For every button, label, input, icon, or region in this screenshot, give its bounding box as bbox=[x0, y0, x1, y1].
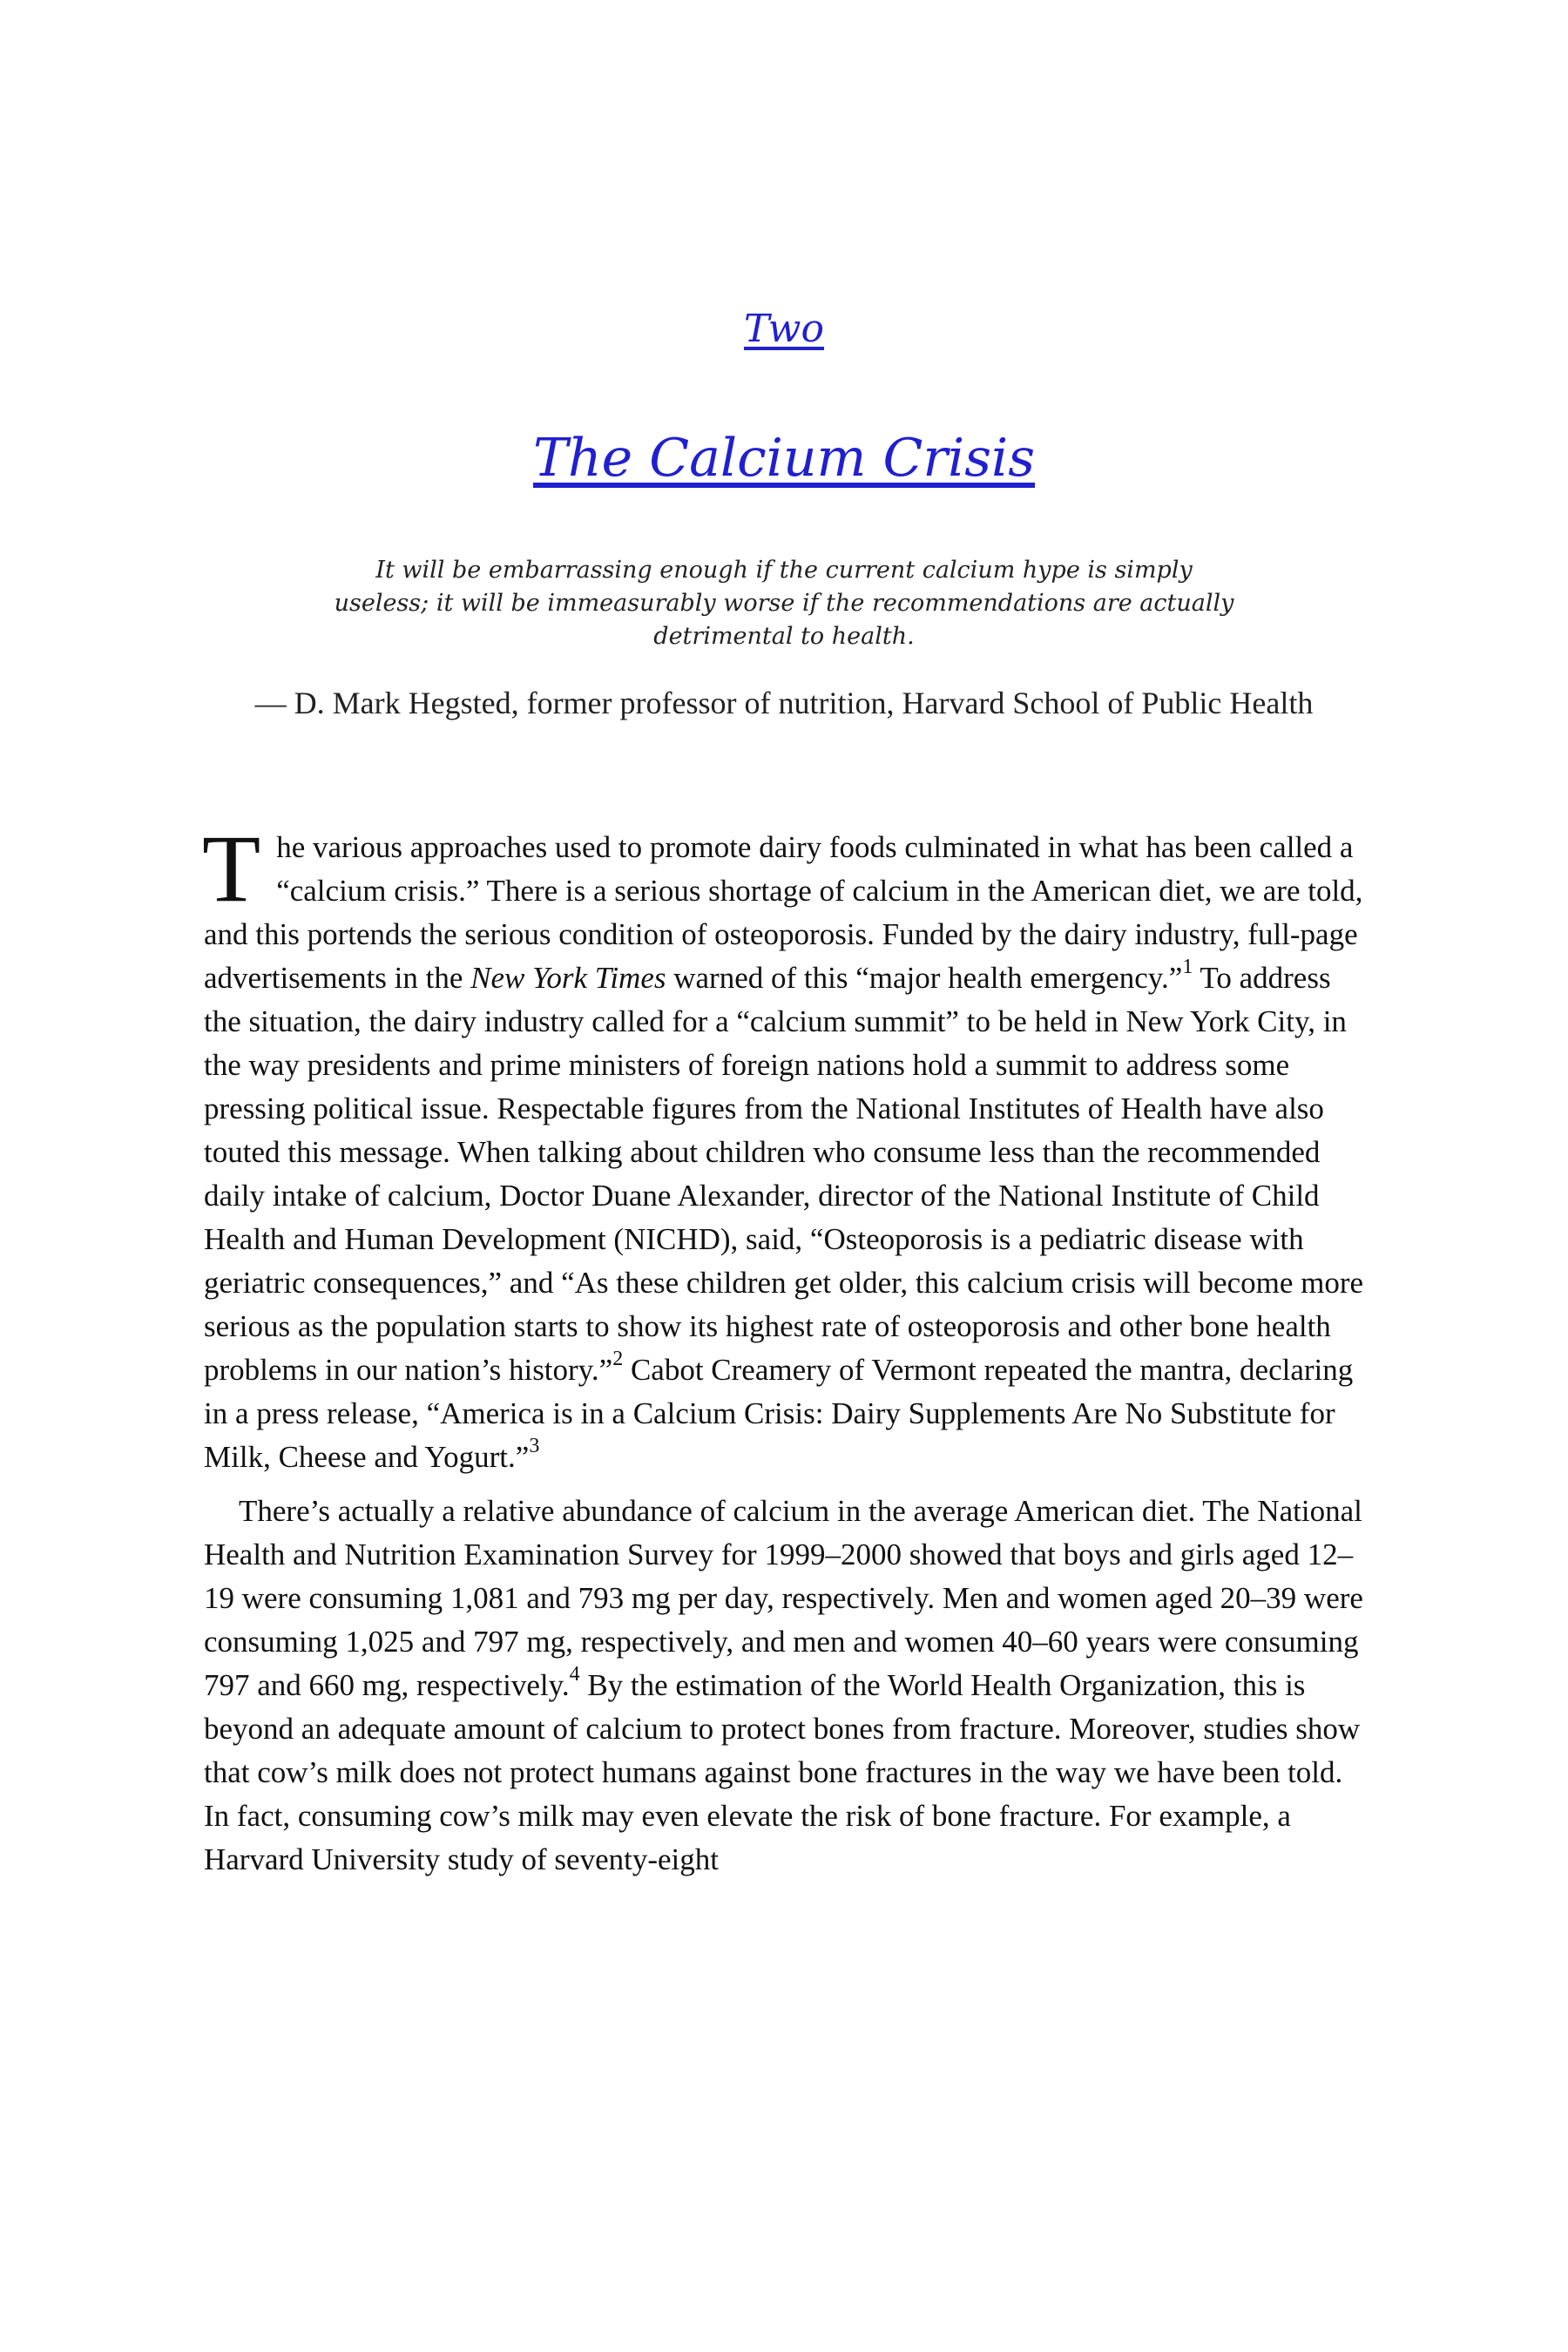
paragraph-2 bbox=[204, 1490, 1368, 1882]
paragraph-1 bbox=[202, 815, 1368, 1479]
footnote-ref-1[interactable]: 1 bbox=[1182, 956, 1193, 979]
newspaper-title: New York Times bbox=[470, 961, 666, 995]
paragraph-1-text-d: Cabot Creamery of Vermont repeated the mantra, declaring in a press release, “America is in a Calcium Crisis: Dairy Supplements Are No Substitute for Milk, Cheese and Yogurt.” bbox=[204, 1353, 1354, 1474]
paragraph-1-text-b: warned of this “major health emergency.” bbox=[666, 961, 1183, 995]
chapter-title-link[interactable]: The Calcium Crisis bbox=[532, 428, 1036, 489]
chapter-body bbox=[202, 815, 1368, 1882]
epigraph-quote: It will be embarrassing enough if the current calcium hype is simply useless; it will be immeasurably worse if the recommendations are actually detrimental to health. bbox=[334, 557, 1234, 650]
footnote-ref-2[interactable]: 2 bbox=[612, 1348, 624, 1371]
drop-cap: T bbox=[202, 815, 261, 922]
paragraph-2-text-a: There’s actually a relative abundance of calcium in the average American diet. The National Health and Nutrition Examination Survey for 1999–2000 showed that boys and girls aged 12–19 were consuming 1,081 and 793 mg per day, respectively. Men and women aged 20–39 were consuming 1,025 and 797 mg, respectively, and men and women 40–60 years were consuming 797 and 660 mg, respectively. bbox=[204, 1494, 1363, 1702]
footnote-ref-3[interactable]: 3 bbox=[529, 1435, 540, 1458]
paragraph-2-text-b: By the estimation of the World Health Organization, this is beyond an adequate amount of calcium to protect bones from fracture. Moreover, studies show that cow’s milk does not protect humans against bone fractures in the way we have been told. In fact, consuming cow’s milk may even elevate the risk of bone fracture. For example, a Harvard University study of seventy-eight bbox=[204, 1668, 1361, 1876]
footnote-ref-4[interactable]: 4 bbox=[569, 1663, 580, 1686]
paragraph-1-text-a: he various approaches used to promote dairy foods culminated in what has been called a “calcium crisis.” There is a serious shortage of calcium in the American diet, we are told, and this portends the serious condition of osteoporosis. Funded by the dairy industry, full-page advertisements in the bbox=[204, 830, 1363, 995]
paragraph-1-text-c: To address the situation, the dairy industry called for a “calcium summit” to be held in New York City, in the way presidents and prime ministers of foreign nations hold a summit to address some pressing political issue. Respectable figures from the National Institutes of Health have also touted this message. When talking about children who consume less than the recommended daily intake of calcium, Doctor Duane Alexander, director of the National Institute of Child Health and Human Development (NICHD), said, “Osteoporosis is a pediatric disease with geriatric consequences,” and “As these children get older, this calcium crisis will become more serious as the population starts to show its highest rate of osteoporosis and other bone health problems in our nation’s history.” bbox=[204, 961, 1364, 1387]
epigraph-attribution: — D. Mark Hegsted, former professor of nutrition, Harvard School of Public Health bbox=[254, 686, 1314, 720]
chapter-number-link[interactable]: Two bbox=[744, 307, 824, 351]
